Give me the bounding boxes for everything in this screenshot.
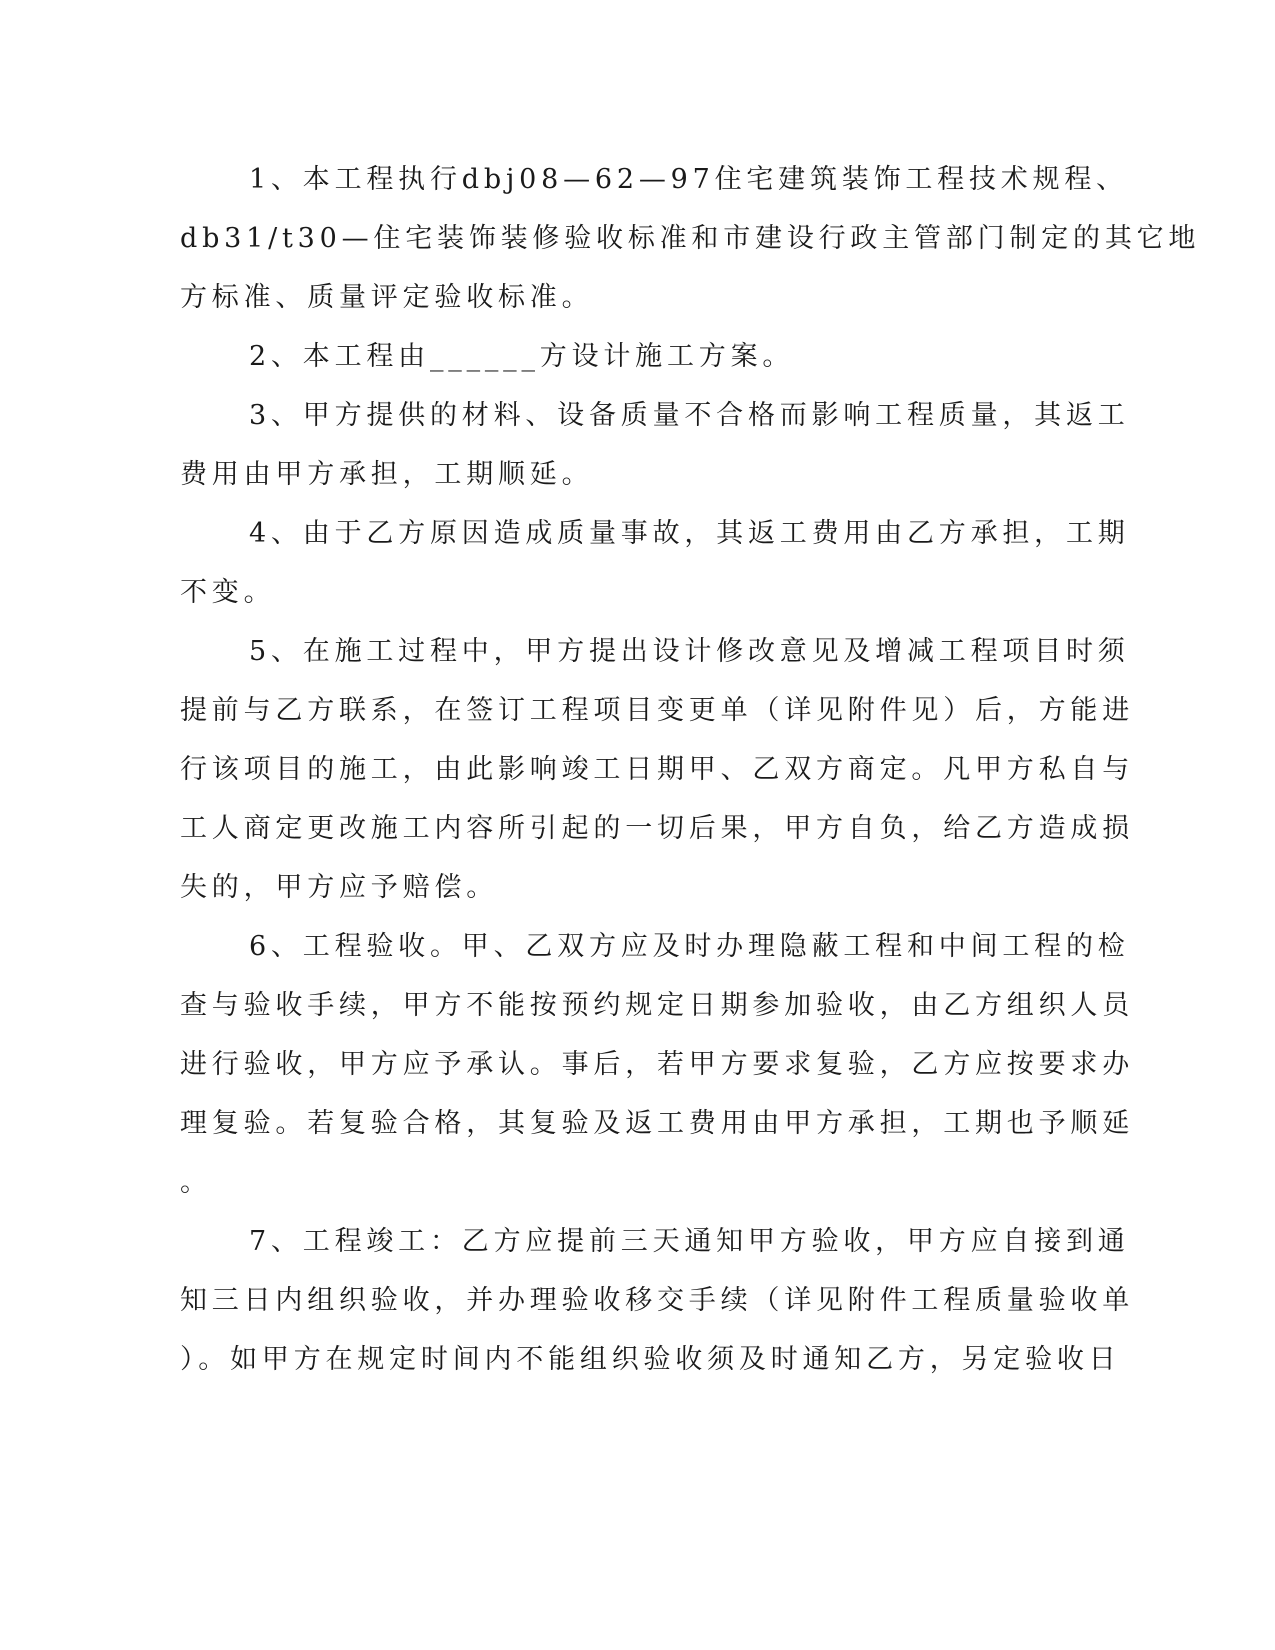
clause-3-line-1: 3、甲方提供的材料、设备质量不合格而影响工程质量，其返工 [249,400,1130,431]
clause-5-line-2: 提前与乙方联系，在签订工程项目变更单（详见附件见）后，方能进 [180,695,1134,726]
clause-7-line-3: ）。如甲方在规定时间内不能组织验收须及时通知乙方，另定验收日 [180,1344,1121,1375]
clause-6-line-5: 。 [180,1167,212,1198]
clause-1-line-2: db31/t30—住宅装饰装修验收标准和市建设行政主管部门制定的其它地 [180,223,1201,254]
clause-4-line-1: 4、由于乙方原因造成质量事故，其返工费用由乙方承担，工期 [249,518,1130,549]
clause-6-line-3: 进行验收，甲方应予承认。事后，若甲方要求复验，乙方应按要求办 [180,1049,1134,1080]
clause-3-line-2: 费用由甲方承担，工期顺延。 [180,459,594,490]
clause-1-line-3: 方标准、质量评定验收标准。 [180,282,594,313]
clause-5-line-4: 工人商定更改施工内容所引起的一切后果，甲方自负，给乙方造成损 [180,813,1134,844]
clause-5-line-5: 失的，甲方应予赔偿。 [180,872,498,903]
clause-4-line-2: 不变。 [180,577,276,608]
clause-7-line-2: 知三日内组织验收，并办理验收移交手续（详见附件工程质量验收单 [180,1285,1134,1316]
clause-6-line-2: 查与验收手续，甲方不能按预约规定日期参加验收，由乙方组织人员 [180,990,1134,1021]
clause-2-line-1: 2、本工程由______方设计施工方案。 [249,341,795,372]
clause-5-line-1: 5、在施工过程中，甲方提出设计修改意见及增减工程项目时须 [249,636,1130,667]
clause-1-line-1: 1、本工程执行dbj08—62—97住宅建筑装饰工程技术规程、 [249,164,1128,195]
clause-5-line-3: 行该项目的施工，由此影响竣工日期甲、乙双方商定。凡甲方私自与 [180,754,1134,785]
clause-6-line-1: 6、工程验收。甲、乙双方应及时办理隐蔽工程和中间工程的检 [249,931,1130,962]
clause-7-line-1: 7、工程竣工：乙方应提前三天通知甲方验收，甲方应自接到通 [249,1226,1130,1257]
clause-6-line-4: 理复验。若复验合格，其复验及返工费用由甲方承担，工期也予顺延 [180,1108,1134,1139]
